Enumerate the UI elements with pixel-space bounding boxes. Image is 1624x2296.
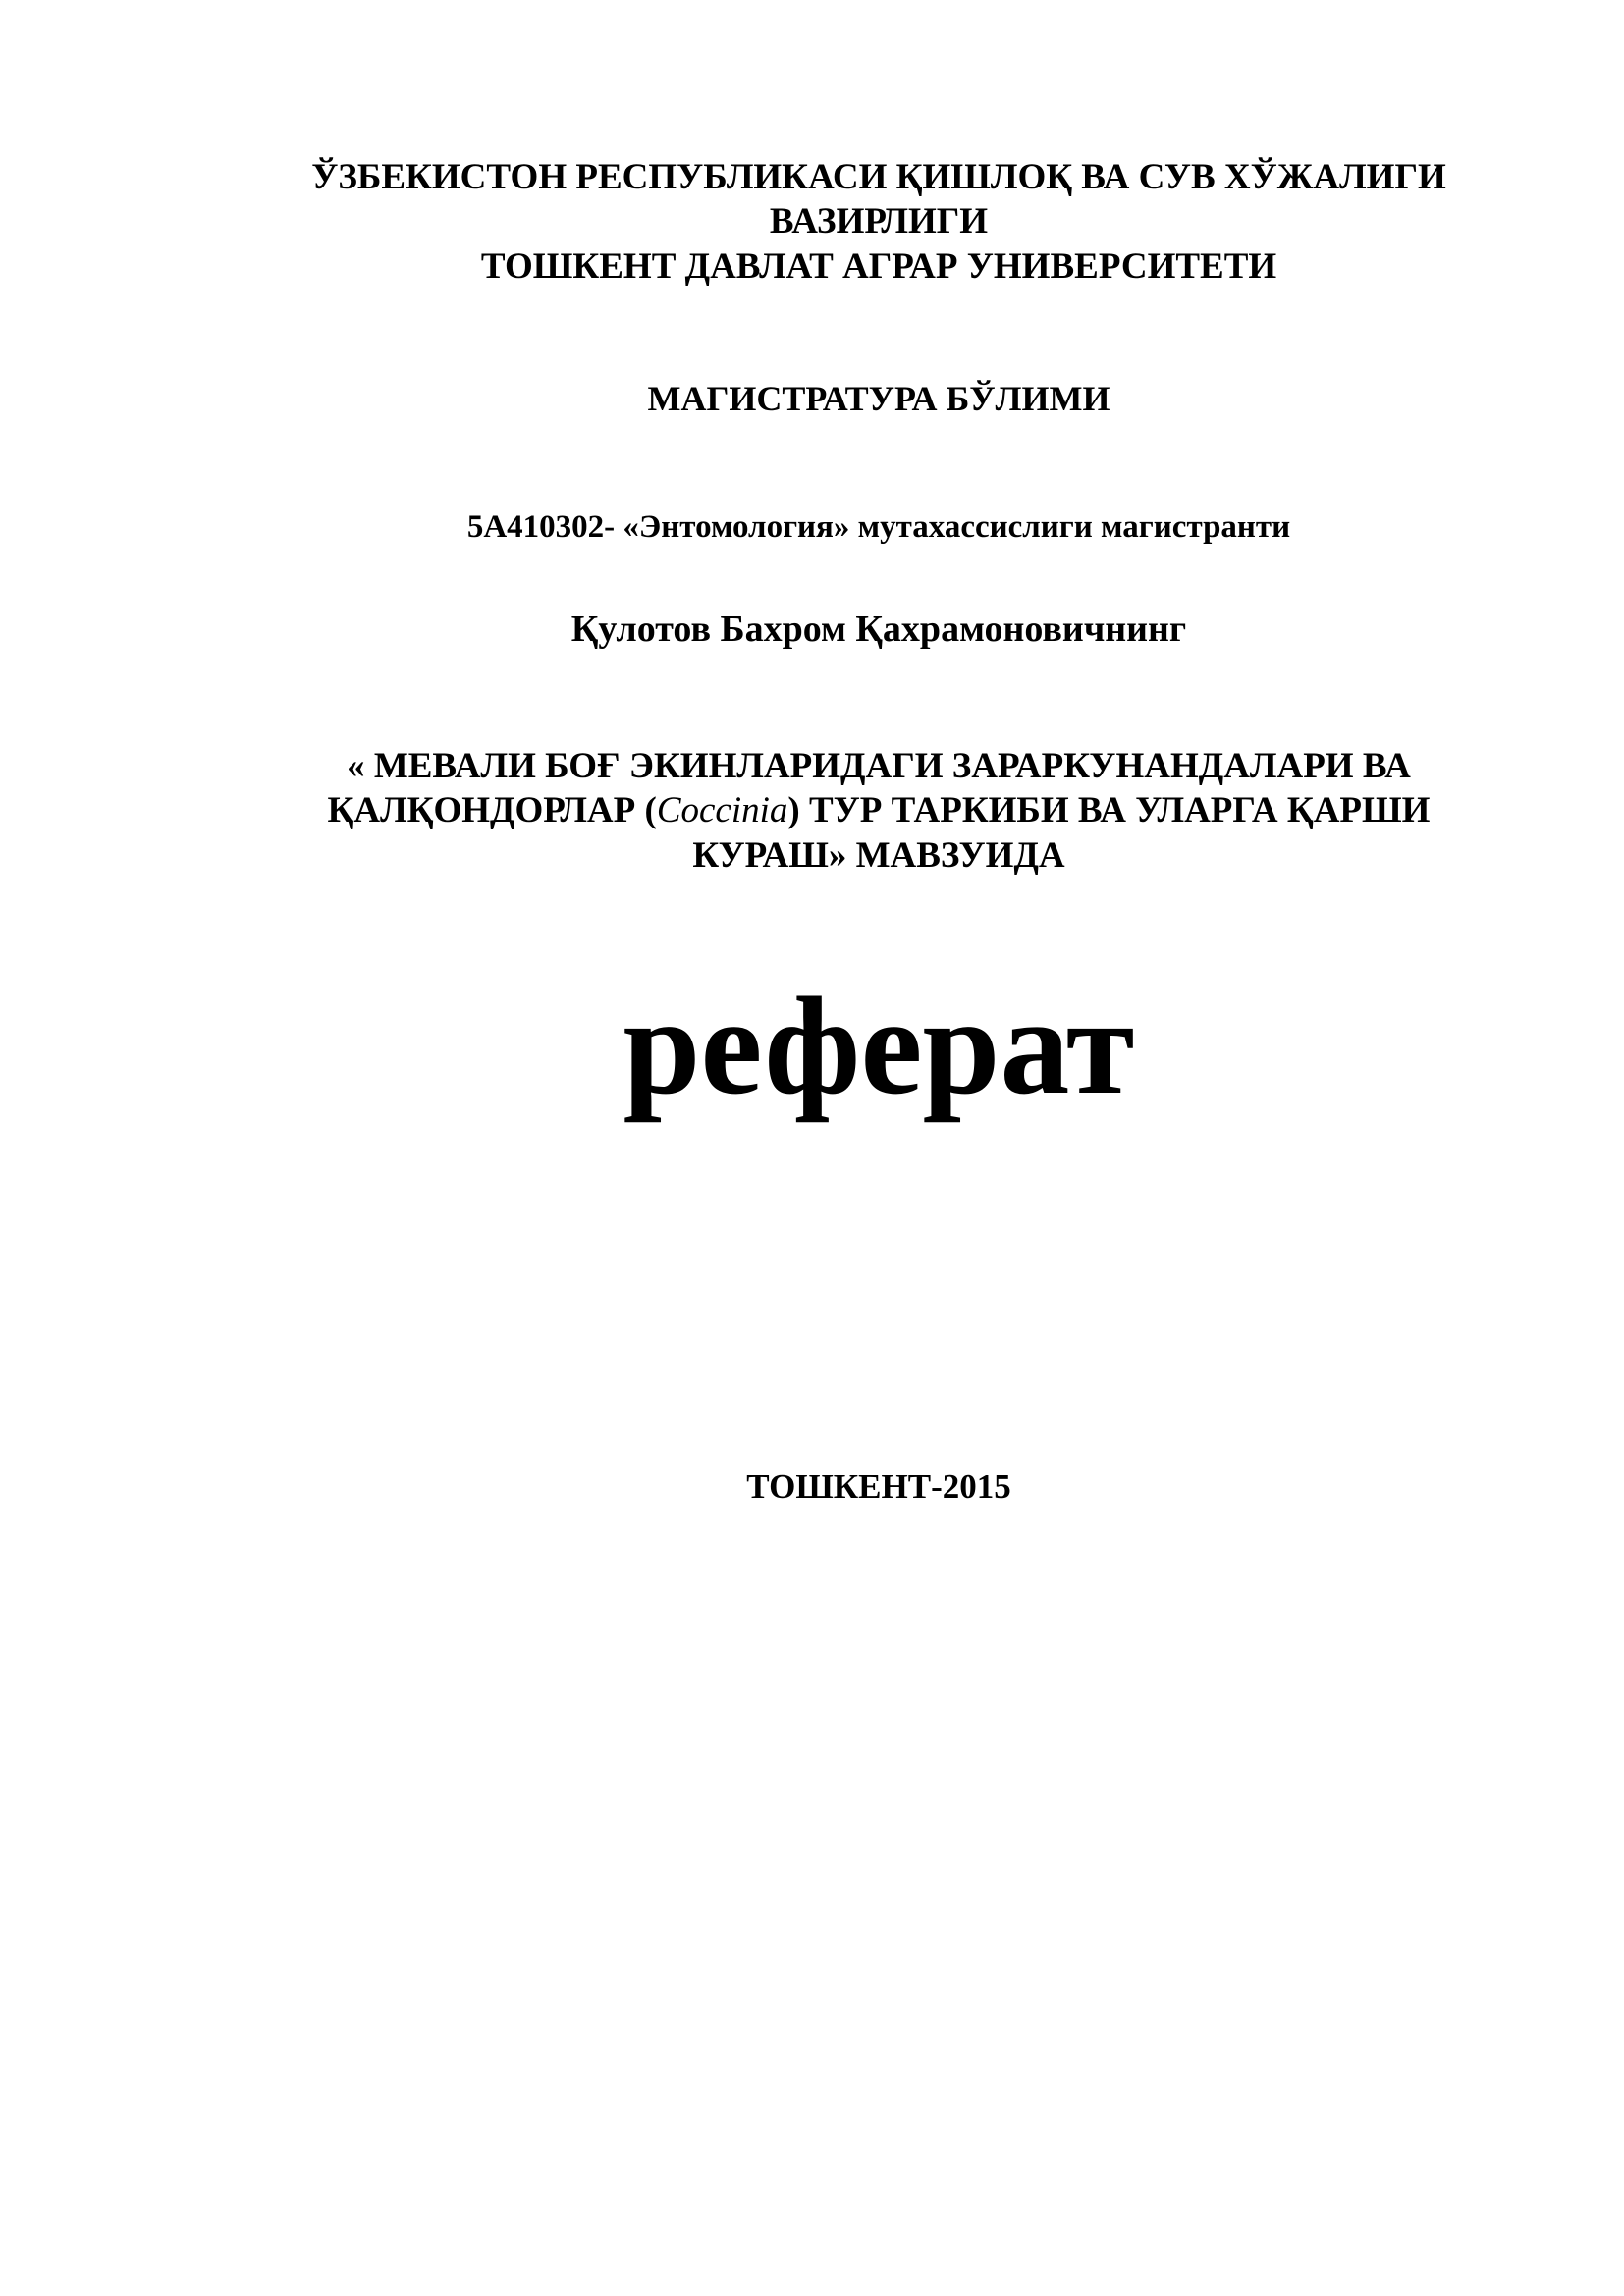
topic-line-2: [0, 788, 1624, 832]
topic-line-2-start: ҚАЛҚОНДОРЛАР (: [327, 790, 657, 830]
topic-line-2-end: ) ТУР ТАРКИБИ ВА УЛАРГА ҚАРШИ: [787, 790, 1431, 830]
city-year: ТОШКЕНТ-2015: [746, 1468, 1011, 1506]
author-name: Қулотов Бахром Қахрамоновичнинг: [570, 609, 1187, 650]
document-type-title: реферат: [623, 968, 1135, 1123]
topic-line-3: КУРАШ» МАВЗУИДА: [692, 835, 1065, 876]
specialty-line: 5A410302- «Энтомология» мутахассислиги магистранти: [466, 509, 1291, 545]
topic-line-1: « МЕВАЛИ БОҒ ЭКИНЛАРИДАГИ ЗАРАРКУНАНДАЛАРИ ВА: [347, 746, 1411, 786]
ministry-line-1: ЎЗБЕКИСТОН РЕСПУБЛИКАСИ ҚИШЛОҚ ВА СУВ ХЎЖАЛИГИ: [311, 157, 1446, 197]
topic-latin-name: Coccinia: [656, 790, 788, 830]
university-name: ТОШКЕНТ ДАВЛАТ АГРАР УНИВЕРСИТЕТИ: [480, 246, 1277, 287]
ministry-line-2: ВАЗИРЛИГИ: [769, 201, 989, 241]
department-title: МАГИСТРАТУРА БЎЛИМИ: [647, 379, 1110, 418]
